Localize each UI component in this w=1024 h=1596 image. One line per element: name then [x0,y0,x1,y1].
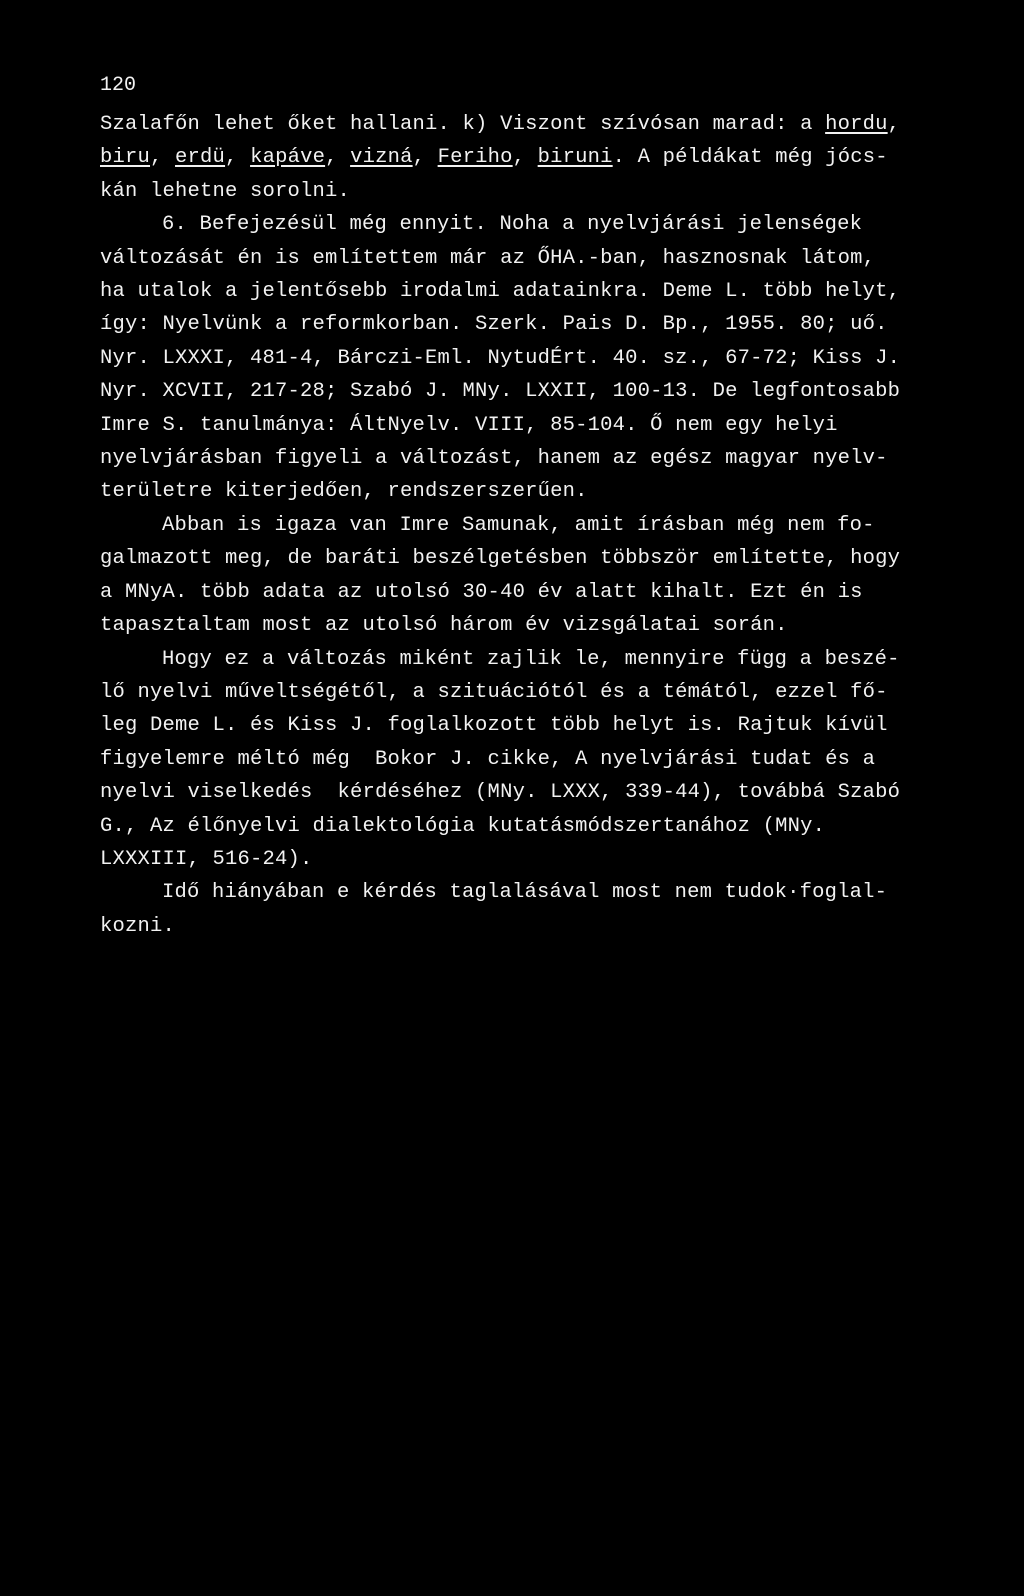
text-segment: G., Az élőnyelvi dialektológia kutatásmódszertanához (MNy. [100,814,826,838]
text-segment: a MNyA. több adata az utolsó 30-40 év alatt kihalt. Ezt én is [100,580,863,604]
text-segment: , [150,146,176,170]
underlined-word: biru [100,146,151,170]
body-text [100,108,960,943]
text-segment: nyelvi viselkedés kérdéséhez (MNy. LXXX, 339-44), továbbá Szabó [100,781,901,805]
text-line [100,442,960,475]
text-segment: tapasztaltam most az utolsó három év vizsgálatai során. [100,614,788,638]
text-segment: kán lehetne sorolni. [100,179,351,203]
text-segment: , [225,146,251,170]
text-line [100,308,960,341]
text-segment: így: Nyelvünk a reformkorban. Szerk. Pais D. Bp., 1955. 80; uő. [100,313,888,337]
text-segment: leg Deme L. és Kiss J. foglalkozott több helyt is. Rajtuk kívül [100,714,888,738]
text-segment: Imre S. tanulmánya: ÁltNyelv. VIII, 85-104. Ő nem egy helyi [100,413,838,437]
text-line [100,776,960,809]
text-segment: lő nyelvi műveltségétől, a szituációtól és a témától, ezzel fő- [100,680,888,704]
text-segment: galmazott meg, de baráti beszélgetésben többször említette, hogy [100,547,901,571]
text-line [100,242,960,275]
text-line [100,743,960,776]
text-segment: területre kiterjedően, rendszerszerűen. [100,480,588,504]
text-line [100,609,960,642]
text-line [100,542,960,575]
text-line [100,475,960,508]
text-segment: Szalafőn lehet őket hallani. k) Viszont szívósan marad: a [100,113,826,136]
text-segment: változását én is említettem már az ŐHA.-ban, hasznosnak látom, [100,246,876,270]
text-line [100,175,960,208]
text-line [100,709,960,742]
underlined-word: biruni [537,146,613,170]
text-line [100,275,960,308]
text-line [100,910,960,943]
underlined-word: hordu [825,113,888,136]
text-segment: ha utalok a jelentősebb irodalmi adatainkra. Deme L. több helyt, [100,280,901,304]
text-segment: , [887,113,901,136]
text-line [100,676,960,709]
text-segment: 6. Befejezésül még ennyit. Noha a nyelvjárási jelenségek [162,213,863,237]
text-segment: , [512,146,538,170]
text-line [100,375,960,408]
text-segment: , [412,146,438,170]
page-number: 120 [100,74,137,97]
text-line [100,208,960,241]
underlined-word: erdü [175,146,226,170]
text-segment: Idő hiányában e kérdés taglalásával most nem tudok·foglal- [162,881,888,905]
underlined-word: vizná [350,146,413,170]
text-segment: Nyr. XCVII, 217-28; Szabó J. MNy. LXXII, 100-13. De legfontosabb [100,380,901,404]
text-segment: Hogy ez a változás miként zajlik le, mennyire függ a beszé- [162,647,900,671]
text-line [100,876,960,909]
text-segment: LXXXIII, 516-24). [100,847,313,871]
text-line [100,576,960,609]
text-segment: Abban is igaza van Imre Samunak, amit írásban még nem fo- [162,513,875,537]
text-line [100,108,960,141]
text-segment: figyelemre méltó még Bokor J. cikke, A nyelvjárási tudat és a [100,747,876,771]
text-segment: , [325,146,351,170]
text-line [100,643,960,676]
text-line [100,342,960,375]
text-segment: Nyr. LXXXI, 481-4, Bárczi-Eml. NytudÉrt. 40. sz., 67-72; Kiss J. [100,346,901,370]
text-segment: kozni. [100,914,176,938]
text-segment: . A példákat még jócs- [612,146,888,170]
text-line [100,509,960,542]
text-line [100,141,960,174]
underlined-word: kapáve [250,146,326,170]
text-segment: nyelvjárásban figyeli a változást, hanem az egész magyar nyelv- [100,447,888,471]
underlined-word: Feriho [437,146,513,170]
document-page [100,70,960,943]
text-line [100,810,960,843]
text-line [100,843,960,876]
text-line [100,409,960,442]
